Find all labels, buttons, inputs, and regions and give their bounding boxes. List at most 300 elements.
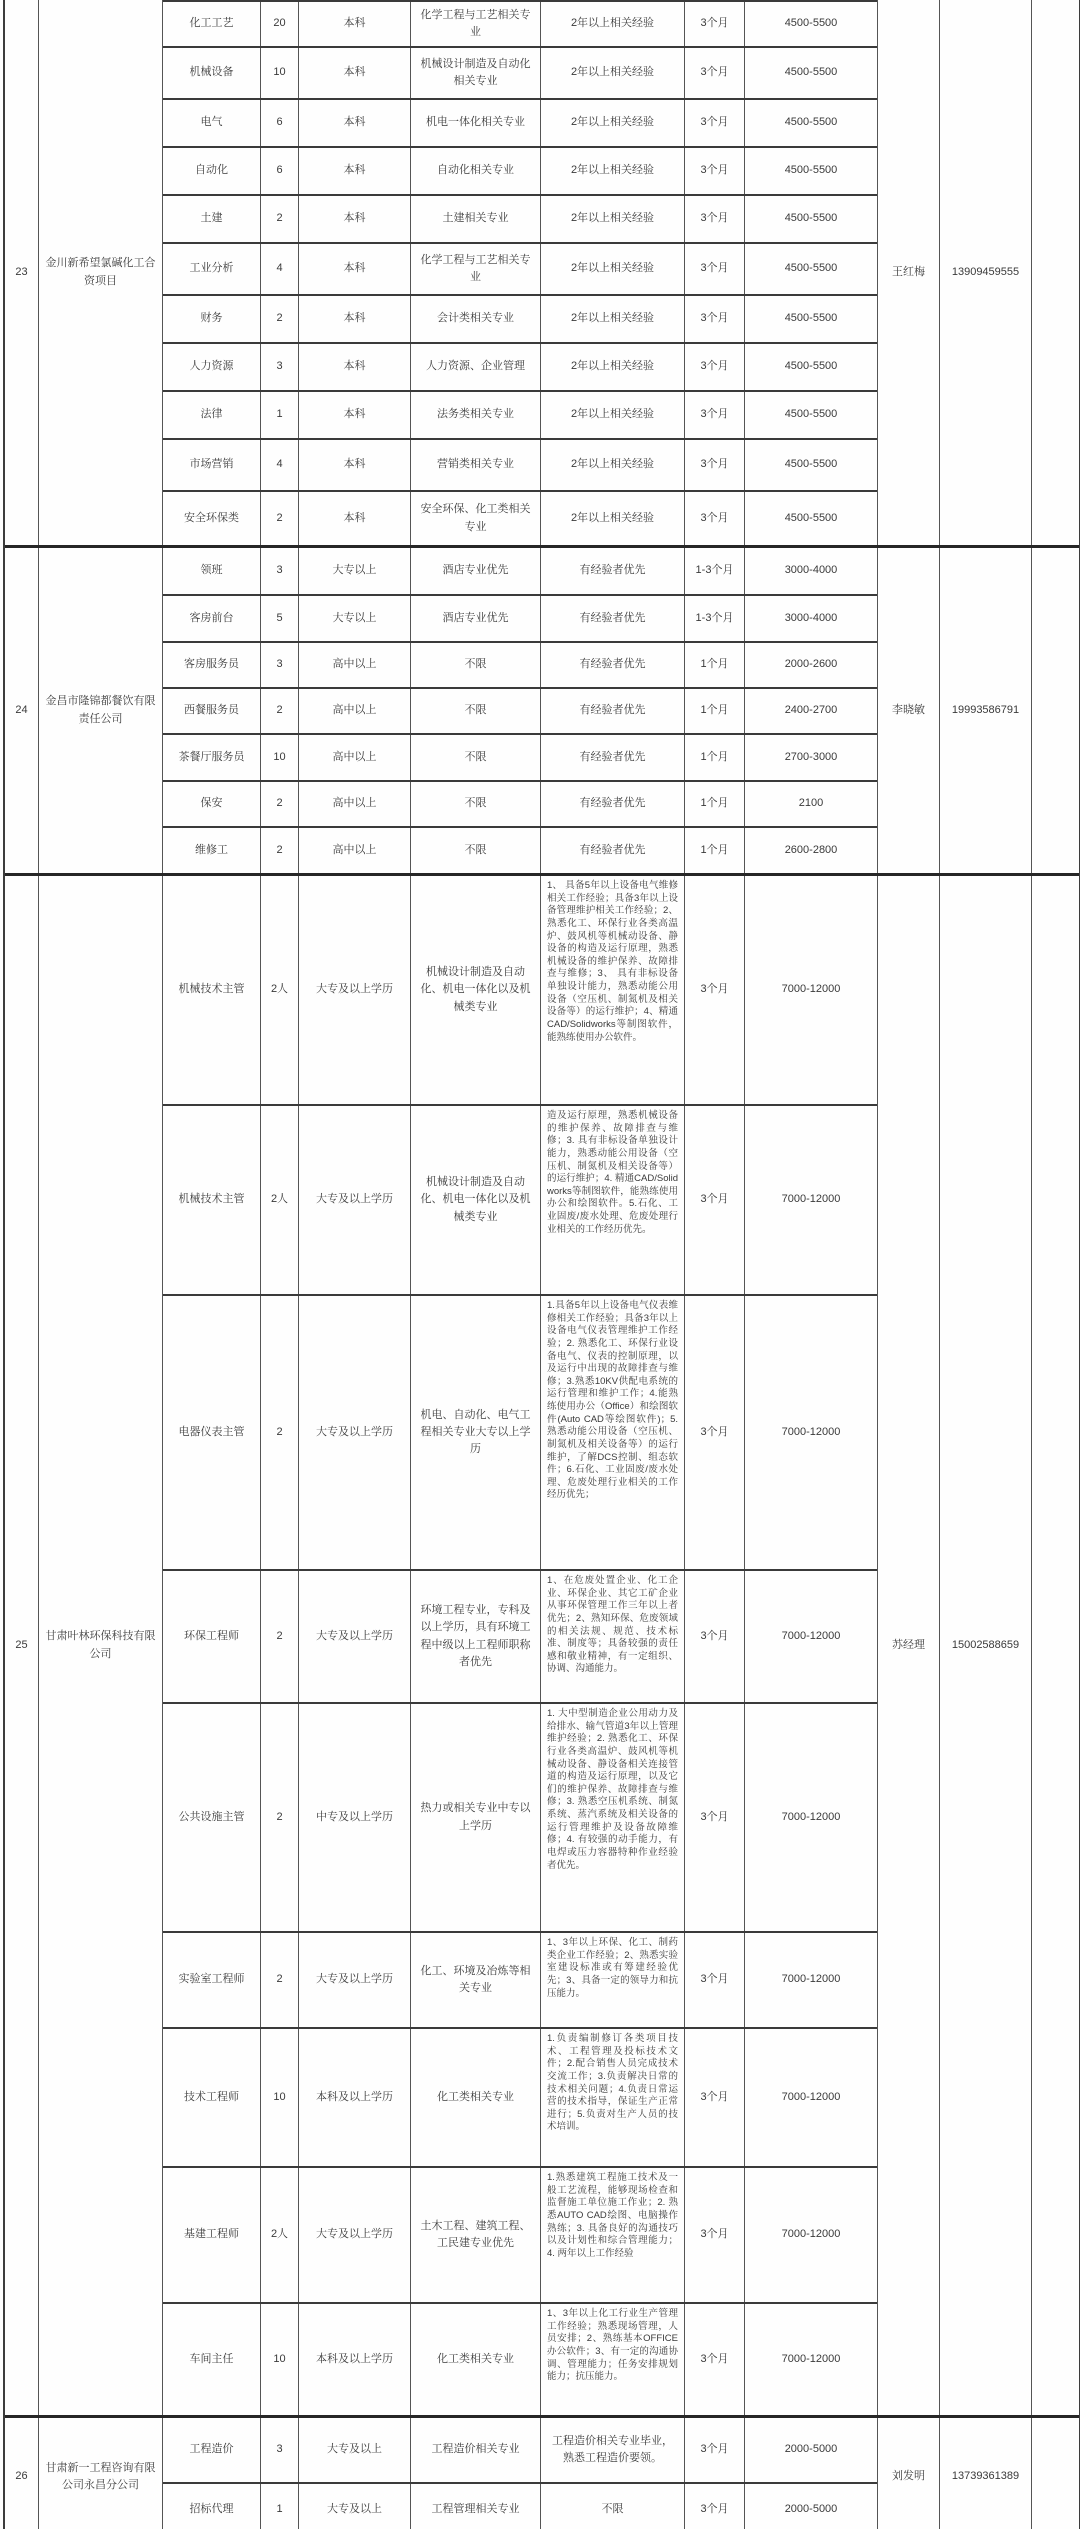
position-count [261, 2168, 299, 2302]
position-count [261, 643, 299, 687]
position-major [411, 2, 541, 46]
position-probation-text: 3个月 [700, 511, 729, 524]
position-salary [745, 296, 877, 342]
position-title-text: 电气 [200, 116, 223, 129]
position-title [163, 1106, 261, 1294]
position-title-text: 自动化 [195, 164, 228, 177]
position-education-text: 高中以上 [332, 704, 377, 717]
position-probation-text: 3个月 [700, 2352, 729, 2365]
position-major [411, 689, 541, 733]
position-probation [685, 2484, 745, 2529]
position-probation [685, 2418, 745, 2482]
position-education [299, 2304, 411, 2415]
position-major [411, 48, 541, 98]
position-experience [541, 1296, 685, 1569]
position-count [261, 296, 299, 342]
position-education-text: 大专及以上学历 [316, 1629, 393, 1642]
position-probation-text: 3个月 [700, 2228, 729, 2241]
position-title-text: 招标代理 [189, 2503, 234, 2516]
position-education-text: 大专及以上学历 [316, 1193, 393, 1206]
position-row [163, 242, 877, 294]
position-probation-text: 3个月 [700, 17, 729, 30]
position-count-text: 2人 [270, 983, 289, 996]
position-experience [541, 196, 685, 242]
position-experience-text: 有经验者优先 [579, 704, 646, 717]
position-count-text: 2 [276, 312, 283, 325]
position-experience [541, 100, 685, 146]
position-probation [685, 100, 745, 146]
position-title-text: 安全环保类 [184, 511, 239, 524]
position-education-text: 大专以上 [332, 564, 377, 577]
position-major [411, 2168, 541, 2302]
position-title [163, 2484, 261, 2529]
company-section-26 [5, 2415, 1079, 2529]
position-experience [541, 782, 685, 826]
position-major-text: 机电、自动化、电气工程相关专业大专以上学历 [420, 1408, 531, 1456]
position-education-text: 高中以上 [332, 797, 377, 810]
position-count [261, 1296, 299, 1569]
position-count [261, 196, 299, 242]
position-count [261, 344, 299, 390]
position-row [163, 548, 877, 594]
company-seq-text: 24 [15, 703, 28, 716]
position-salary-text: 4500-5500 [784, 360, 838, 373]
position-probation [685, 2168, 745, 2302]
position-salary [745, 2, 877, 46]
position-experience-text: 1、3年以上化工行业生产管理工作经验；熟悉现场管理，人员安排；2、熟练基本OFFICE办公软件；3、有一定的沟通协调、管理能力；任务安排规划能力；抗压能力。 [547, 2308, 678, 2383]
position-count [261, 440, 299, 490]
position-row [163, 594, 877, 641]
position-major-text: 机械设计制造及自动化相关专业 [420, 57, 531, 87]
position-title-text: 实验室工程师 [178, 1973, 245, 1986]
position-row [163, 876, 877, 1104]
position-education-text: 本科 [343, 262, 366, 275]
position-salary-text: 4500-5500 [784, 408, 838, 421]
position-count-text: 2 [276, 1629, 283, 1642]
position-education-text: 本科 [343, 212, 366, 225]
position-salary [745, 689, 877, 733]
position-experience [541, 828, 685, 873]
position-salary [745, 492, 877, 545]
position-experience-text: 工程造价相关专业毕业，熟悉工程造价要领。 [552, 2434, 673, 2464]
position-title-text: 机械技术主管 [178, 1193, 245, 1206]
position-major-text: 环境工程专业，专科及以上学历，具有环境工程中级以上工程师职称者优先 [420, 1604, 531, 1668]
position-probation [685, 689, 745, 733]
contact-phone-text: 13909459555 [951, 265, 1020, 278]
position-count-text: 4 [276, 262, 283, 275]
position-probation-text: 1个月 [700, 704, 729, 717]
position-count [261, 735, 299, 780]
position-salary [745, 244, 877, 294]
position-row [163, 780, 877, 826]
position-salary-text: 4500-5500 [784, 458, 838, 471]
position-education [299, 1933, 411, 2027]
position-major-text: 工程管理相关专业 [431, 2503, 520, 2516]
position-salary-text: 7000-12000 [781, 1810, 841, 1823]
contact-name [878, 876, 940, 2415]
position-title [163, 48, 261, 98]
position-salary-text: 4500-5500 [784, 164, 838, 177]
position-experience-text: 1.熟悉建筑工程施工技术及一般工艺流程，能够现场检查和监督施工单位施工作业；2. 熟悉AUTO CAD绘图、电脑操作熟练；3. 具备良好的沟通技巧以及计划性和综合管理能力；4. 两年以上工作经验 [547, 2172, 678, 2259]
position-title [163, 296, 261, 342]
position-major-text: 自动化相关专业 [437, 164, 514, 177]
position-salary [745, 2168, 877, 2302]
position-major [411, 148, 541, 194]
position-salary [745, 392, 877, 438]
position-row [163, 0, 877, 46]
position-major-text: 会计类相关专业 [437, 312, 514, 325]
position-probation-text: 3个月 [700, 262, 729, 275]
position-salary [745, 2484, 877, 2529]
position-title-text: 市场营销 [189, 458, 234, 471]
position-row [163, 1294, 877, 1569]
position-experience-text: 1、在危废处置企业、化工企业、环保企业、其它工矿企业从事环保管理工作三年以上者优先；2、熟知环保、危废领域的相关法规、规范、技术标准、制度等；具备较强的责任感和敬业精神，有一定组织、协调、沟通能力。 [547, 1575, 678, 1675]
position-salary [745, 344, 877, 390]
position-count-text: 5 [276, 611, 283, 624]
position-title [163, 196, 261, 242]
position-row [163, 146, 877, 194]
position-title-text: 工业分析 [189, 262, 234, 275]
position-salary [745, 440, 877, 490]
position-probation [685, 548, 745, 594]
position-row [163, 733, 877, 780]
position-probation [685, 2304, 745, 2415]
company-section-25 [5, 873, 1079, 2415]
position-probation-text: 3个月 [700, 1810, 729, 1823]
position-title-text: 维修工 [195, 843, 228, 856]
position-count-text: 10 [273, 2090, 286, 2103]
position-major [411, 296, 541, 342]
position-probation [685, 1106, 745, 1294]
contact-phone [940, 548, 1032, 873]
position-salary-text: 2000-5000 [784, 2503, 838, 2516]
position-probation [685, 196, 745, 242]
position-major-text: 化工类相关专业 [437, 2352, 514, 2365]
position-probation-text: 3个月 [700, 1629, 729, 1642]
position-major-text: 机械设计制造及自动化、机电一体化以及机械类专业 [420, 1176, 531, 1223]
position-major [411, 196, 541, 242]
position-count [261, 548, 299, 594]
position-major [411, 1106, 541, 1294]
position-count-text: 6 [276, 164, 283, 177]
position-probation-text: 3个月 [700, 66, 729, 79]
position-major [411, 392, 541, 438]
position-experience [541, 876, 685, 1104]
recruitment-table [3, 0, 1080, 2529]
contact-phone [940, 0, 1032, 545]
contact-name [878, 2418, 940, 2529]
position-major-text: 不限 [464, 797, 487, 810]
position-education [299, 548, 411, 594]
position-count-text: 1 [276, 408, 283, 421]
position-education-text: 高中以上 [332, 843, 377, 856]
position-education-text: 高中以上 [332, 658, 377, 671]
position-probation [685, 492, 745, 545]
position-probation [685, 1571, 745, 1702]
position-major [411, 1571, 541, 1702]
position-salary-text: 2100 [798, 797, 824, 810]
position-education-text: 本科 [343, 458, 366, 471]
position-experience-text: 2年以上相关经验 [570, 408, 655, 421]
contact-phone-text: 19993586791 [951, 703, 1020, 716]
position-row [163, 2166, 877, 2302]
position-education [299, 296, 411, 342]
contact-phone [940, 2418, 1032, 2529]
position-count [261, 48, 299, 98]
position-education [299, 2484, 411, 2529]
position-major-text: 不限 [464, 843, 487, 856]
position-title-text: 机械技术主管 [178, 983, 245, 996]
position-experience [541, 296, 685, 342]
position-salary [745, 782, 877, 826]
position-experience-text: 2年以上相关经验 [570, 116, 655, 129]
position-count-text: 10 [273, 2352, 286, 2365]
company-name-text: 甘肃叶林环保科技有限公司 [45, 1630, 156, 1660]
position-count [261, 392, 299, 438]
position-title [163, 643, 261, 687]
position-salary-text: 7000-12000 [781, 983, 841, 996]
position-salary [745, 1106, 877, 1294]
position-probation-text: 1-3个月 [695, 564, 734, 577]
position-title [163, 2029, 261, 2166]
position-title [163, 1571, 261, 1702]
position-salary-text: 7000-12000 [781, 1193, 841, 1206]
position-experience-text: 有经验者优先 [579, 611, 646, 624]
position-count [261, 782, 299, 826]
position-education [299, 1704, 411, 1931]
position-title [163, 148, 261, 194]
remarks [1032, 0, 1080, 545]
position-count-text: 2 [276, 1973, 283, 1986]
position-experience-text: 1.负责编制修订各类项目技术、工程管理及投标技术文件；2.配合销售人员完成技术交流工作；3.负责解决日常的技术相关问题；4.负责日常运营的技术指导，保证生产正常进行；5.负责对生产人员的技术培训。 [547, 2033, 678, 2133]
position-major [411, 344, 541, 390]
position-education-text: 本科及以上学历 [316, 2090, 393, 2103]
company-name [39, 0, 163, 545]
position-title-text: 公共设施主管 [178, 1810, 245, 1823]
position-salary-text: 2600-2800 [784, 843, 838, 856]
position-probation [685, 876, 745, 1104]
position-education-text: 本科 [343, 408, 366, 421]
position-count [261, 828, 299, 873]
position-salary-text: 4500-5500 [784, 212, 838, 225]
position-count [261, 2304, 299, 2415]
position-title [163, 548, 261, 594]
position-salary [745, 596, 877, 641]
position-major-text: 不限 [464, 704, 487, 717]
position-title [163, 244, 261, 294]
position-row [163, 826, 877, 873]
position-experience [541, 2484, 685, 2529]
position-salary [745, 1704, 877, 1931]
position-experience-text: 2年以上相关经验 [570, 262, 655, 275]
position-title-text: 客房前台 [189, 611, 234, 624]
position-row [163, 2482, 877, 2529]
position-salary [745, 1571, 877, 1702]
position-count-text: 20 [273, 17, 286, 30]
position-education-text: 大专及以上 [327, 2503, 382, 2516]
position-salary [745, 828, 877, 873]
position-education [299, 244, 411, 294]
position-probation-text: 3个月 [700, 1973, 729, 1986]
position-salary [745, 2029, 877, 2166]
position-major-text: 机械设计制造及自动化、机电一体化以及机械类专业 [420, 966, 531, 1013]
contact-name-text: 王红梅 [892, 265, 925, 278]
position-count [261, 2, 299, 46]
position-experience-text: 1. 大中型制造企业公用动力及给排水、输气管道3年以上管理维护经验；2. 熟悉化工、环保行业各类高温炉、鼓风机等机械动设备、静设备相关连接管道的构造及运行原理，以及它们的维护保养、故障排查与维修；3. 熟悉空压机系统、制氮系统、蒸汽系统及相关设备的运行管理维护及设备故障维修；4. 有较强的动手能力，有电焊或压力容器特种作业经验者优先。 [547, 1708, 678, 1871]
position-major [411, 643, 541, 687]
position-experience [541, 2418, 685, 2482]
position-salary-text: 3000-4000 [784, 564, 838, 577]
position-probation [685, 1933, 745, 2027]
position-major-text: 土建相关专业 [442, 212, 509, 225]
position-education [299, 48, 411, 98]
position-title-text: 电器仪表主管 [178, 1425, 245, 1438]
position-title-text: 财务 [200, 312, 223, 325]
position-major-text: 机电一体化相关专业 [426, 116, 525, 129]
position-experience [541, 1933, 685, 2027]
position-row [163, 2027, 877, 2166]
position-probation [685, 244, 745, 294]
position-probation [685, 148, 745, 194]
position-education-text: 本科 [343, 17, 366, 30]
position-experience-text: 2年以上相关经验 [570, 312, 655, 325]
position-experience-text: 1.具备5年以上设备电气仪表维修相关工作经验；具备3年以上设备电气仪表管理维护工作经验；2. 熟悉化工、环保行业设备电气、仪表的控制原理，以及运行中出现的故障排查与维修；3.熟悉10KV供配电系统的运行管理和维护工作；4.能熟练使用办公（Office）和绘图软件(Auto CAD等绘图软件)；5.熟悉动能公用设备（空压机、制氮机及相关设备等）的运行维护，了解DCS控制、组态软件；6.石化、工业固废/废水处理、危废处理行业相关的工作经历优先； [547, 1300, 678, 1501]
position-experience [541, 2, 685, 46]
position-count [261, 492, 299, 545]
position-salary-text: 2000-5000 [784, 2443, 838, 2456]
company-seq-text: 25 [15, 1638, 28, 1651]
company-seq [5, 0, 39, 545]
position-education [299, 440, 411, 490]
position-education [299, 148, 411, 194]
position-major [411, 2304, 541, 2415]
positions-block [163, 876, 878, 2415]
position-probation-text: 1-3个月 [695, 611, 734, 624]
position-experience [541, 1106, 685, 1294]
company-seq-text: 26 [15, 2470, 28, 2483]
position-salary-text: 7000-12000 [781, 2228, 841, 2241]
position-experience [541, 1704, 685, 1931]
position-row [163, 2302, 877, 2415]
position-title [163, 2168, 261, 2302]
position-education-text: 大专及以上学历 [316, 2228, 393, 2241]
position-salary [745, 876, 877, 1104]
position-salary-text: 7000-12000 [781, 1973, 841, 1986]
position-major [411, 782, 541, 826]
position-count [261, 1571, 299, 1702]
contact-name-text: 苏经理 [892, 1638, 925, 1651]
position-count-text: 4 [276, 458, 283, 471]
position-major [411, 244, 541, 294]
position-probation-text: 3个月 [700, 2503, 729, 2516]
position-count-text: 2 [276, 511, 283, 524]
position-row [163, 294, 877, 342]
position-count [261, 2418, 299, 2482]
position-row [163, 98, 877, 146]
position-title-text: 人力资源 [189, 360, 234, 373]
position-major-text: 安全环保、化工类相关专业 [420, 503, 531, 533]
position-education [299, 876, 411, 1104]
position-major-text: 营销类相关专业 [437, 458, 514, 471]
position-major [411, 1704, 541, 1931]
position-experience-text: 2年以上相关经验 [570, 66, 655, 79]
position-education [299, 689, 411, 733]
position-row [163, 490, 877, 545]
position-experience [541, 440, 685, 490]
position-title [163, 782, 261, 826]
position-major-text: 化学工程与工艺相关专业 [420, 8, 531, 38]
position-education [299, 2418, 411, 2482]
position-experience-text: 2年以上相关经验 [570, 360, 655, 373]
company-name-text: 金川新希望氯碱化工合资项目 [45, 257, 156, 287]
position-experience [541, 596, 685, 641]
position-title [163, 2304, 261, 2415]
position-major [411, 2418, 541, 2482]
position-experience [541, 2029, 685, 2166]
position-title [163, 596, 261, 641]
position-count-text: 2人 [270, 2228, 289, 2241]
position-major-text: 土木工程、建筑工程、工民建专业优先 [420, 2219, 531, 2249]
position-probation [685, 344, 745, 390]
position-salary [745, 2418, 877, 2482]
position-major [411, 2484, 541, 2529]
company-seq [5, 2418, 39, 2529]
position-count-text: 3 [276, 360, 283, 373]
position-title [163, 689, 261, 733]
position-major-text: 化工类相关专业 [437, 2090, 514, 2103]
position-education [299, 2, 411, 46]
position-experience [541, 244, 685, 294]
position-count-text: 3 [276, 564, 283, 577]
remarks [1032, 2418, 1080, 2529]
position-probation-text: 3个月 [700, 1193, 729, 1206]
position-salary [745, 2304, 877, 2415]
position-count [261, 2484, 299, 2529]
position-salary-text: 4500-5500 [784, 511, 838, 524]
position-title [163, 828, 261, 873]
position-education [299, 828, 411, 873]
positions-block [163, 0, 878, 545]
position-experience-text: 2年以上相关经验 [570, 164, 655, 177]
position-salary-text: 7000-12000 [781, 1425, 841, 1438]
position-count [261, 1933, 299, 2027]
position-count [261, 148, 299, 194]
position-probation [685, 782, 745, 826]
position-experience-text: 有经验者优先 [579, 750, 646, 763]
position-count-text: 2 [276, 797, 283, 810]
position-salary-text: 2400-2700 [784, 704, 838, 717]
position-title [163, 1933, 261, 2027]
position-title-text: 茶餐厅服务员 [178, 750, 245, 763]
position-count [261, 100, 299, 146]
position-major [411, 492, 541, 545]
position-row [163, 641, 877, 687]
position-row [163, 46, 877, 98]
position-education [299, 196, 411, 242]
position-salary-text: 7000-12000 [781, 2352, 841, 2365]
position-salary [745, 196, 877, 242]
position-count-text: 3 [276, 658, 283, 671]
position-count-text: 2 [276, 704, 283, 717]
position-count [261, 596, 299, 641]
position-salary-text: 7000-12000 [781, 2090, 841, 2103]
position-title [163, 876, 261, 1104]
contact-phone [940, 876, 1032, 2415]
position-salary-text: 4500-5500 [784, 66, 838, 79]
position-salary-text: 4500-5500 [784, 312, 838, 325]
position-count [261, 1106, 299, 1294]
company-seq-text: 23 [15, 265, 28, 278]
